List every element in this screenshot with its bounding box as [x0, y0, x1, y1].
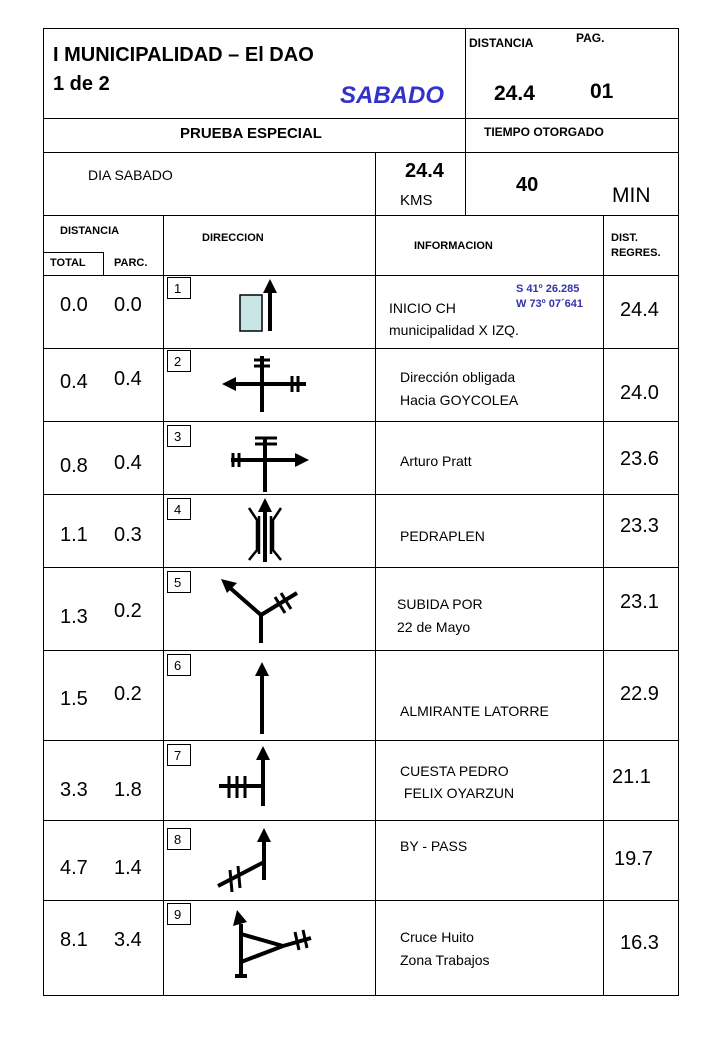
- partial-distance: 0.0: [114, 294, 142, 316]
- distance-label: DISTANCIA: [469, 36, 534, 50]
- partial-distance: 0.4: [114, 368, 142, 390]
- total-distance: 1.3: [60, 606, 88, 628]
- remaining-distance: 21.1: [612, 766, 651, 788]
- info-line-2: Zona Trabajos: [400, 952, 490, 968]
- col-dist: DIST.: [611, 232, 638, 244]
- partial-distance: 0.2: [114, 600, 142, 622]
- stage-day-text: DIA SABADO: [88, 167, 173, 183]
- remaining-distance: 23.1: [620, 591, 659, 613]
- time-label: TIEMPO OTORGADO: [484, 125, 604, 139]
- col-regres: REGRES.: [611, 247, 661, 259]
- col-total: TOTAL: [50, 257, 86, 269]
- total-distance: 0.8: [60, 455, 88, 477]
- partial-distance: 0.3: [114, 524, 142, 546]
- remaining-distance: 24.4: [620, 299, 659, 321]
- remaining-distance: 24.0: [620, 382, 659, 404]
- row-number: 7: [167, 744, 191, 766]
- total-distance: 0.0: [60, 294, 88, 316]
- info-line-1: Arturo Pratt: [400, 453, 472, 469]
- info-line-1: Dirección obligada: [400, 369, 516, 385]
- day-label: SABADO: [340, 82, 445, 109]
- gps-latitude: S 41º 26.285: [516, 283, 580, 295]
- info-line-1: ALMIRANTE LATORRE: [400, 703, 549, 719]
- total-distance: 8.1: [60, 929, 88, 951]
- stage-km-value: 24.4: [405, 160, 444, 182]
- total-distance: 0.4: [60, 371, 88, 393]
- stage-km-unit: KMS: [400, 192, 433, 209]
- col-distancia: DISTANCIA: [60, 225, 120, 237]
- row-number: 9: [167, 903, 191, 925]
- total-distance: 3.3: [60, 779, 88, 801]
- col-parc: PARC.: [114, 257, 148, 269]
- row-number: 8: [167, 828, 191, 850]
- total-distance: 1.5: [60, 688, 88, 710]
- straight-junction-icon: [215, 742, 285, 808]
- fork-left-icon: [215, 575, 305, 645]
- row-number: 1: [167, 277, 191, 299]
- remaining-distance: 19.7: [614, 848, 653, 870]
- causeway-icon: [245, 498, 295, 564]
- info-line-2: Hacia GOYCOLEA: [400, 392, 519, 408]
- partial-distance: 0.4: [114, 452, 142, 474]
- distance-value: 24.4: [494, 82, 535, 105]
- remaining-distance: 16.3: [620, 932, 659, 954]
- crossroad-right-icon: [225, 432, 315, 494]
- total-distance: 4.7: [60, 857, 88, 879]
- partial-distance: 1.8: [114, 779, 142, 801]
- stage-name: PRUEBA ESPECIAL: [180, 125, 322, 142]
- total-distance: 1.1: [60, 524, 88, 546]
- gps-longitude: W 73º 07´641: [516, 298, 583, 310]
- row-number: 5: [167, 571, 191, 593]
- info-line-1: PEDRAPLEN: [400, 528, 485, 544]
- straight-icon: [250, 660, 274, 736]
- info-line-1: INICIO CH: [389, 300, 456, 316]
- row-number: 4: [167, 498, 191, 520]
- document-subtitle: 1 de 2: [53, 73, 110, 95]
- document-title: I MUNICIPALIDAD – El DAO: [53, 44, 314, 66]
- info-line-1: BY - PASS: [400, 838, 468, 854]
- info-line-1: Cruce Huito: [400, 929, 474, 945]
- partial-distance: 1.4: [114, 857, 142, 879]
- bypass-icon: [212, 824, 282, 894]
- info-line-1: CUESTA PEDRO: [400, 763, 509, 779]
- page-value: 01: [590, 80, 614, 103]
- row-number: 2: [167, 350, 191, 372]
- remaining-distance: 23.3: [620, 515, 659, 537]
- row-number: 3: [167, 425, 191, 447]
- partial-distance: 3.4: [114, 929, 142, 951]
- page-label: PAG.: [576, 31, 605, 45]
- row-number: 6: [167, 654, 191, 676]
- col-informacion: INFORMACION: [414, 240, 493, 252]
- info-line-2: 22 de Mayo: [397, 619, 471, 635]
- info-line-2: municipalidad X IZQ.: [389, 322, 519, 338]
- crossroad-left-icon: [220, 352, 310, 414]
- triangle-junction-icon: [225, 906, 315, 986]
- time-unit: MIN: [612, 184, 651, 207]
- remaining-distance: 22.9: [620, 683, 659, 705]
- remaining-distance: 23.6: [620, 448, 659, 470]
- info-line-1: SUBIDA POR: [397, 596, 483, 612]
- partial-distance: 0.2: [114, 683, 142, 705]
- col-direccion: DIRECCION: [202, 232, 264, 244]
- info-line-2: FELIX OYARZUN: [400, 785, 515, 801]
- time-value: 40: [516, 174, 539, 196]
- start-icon: [230, 283, 310, 343]
